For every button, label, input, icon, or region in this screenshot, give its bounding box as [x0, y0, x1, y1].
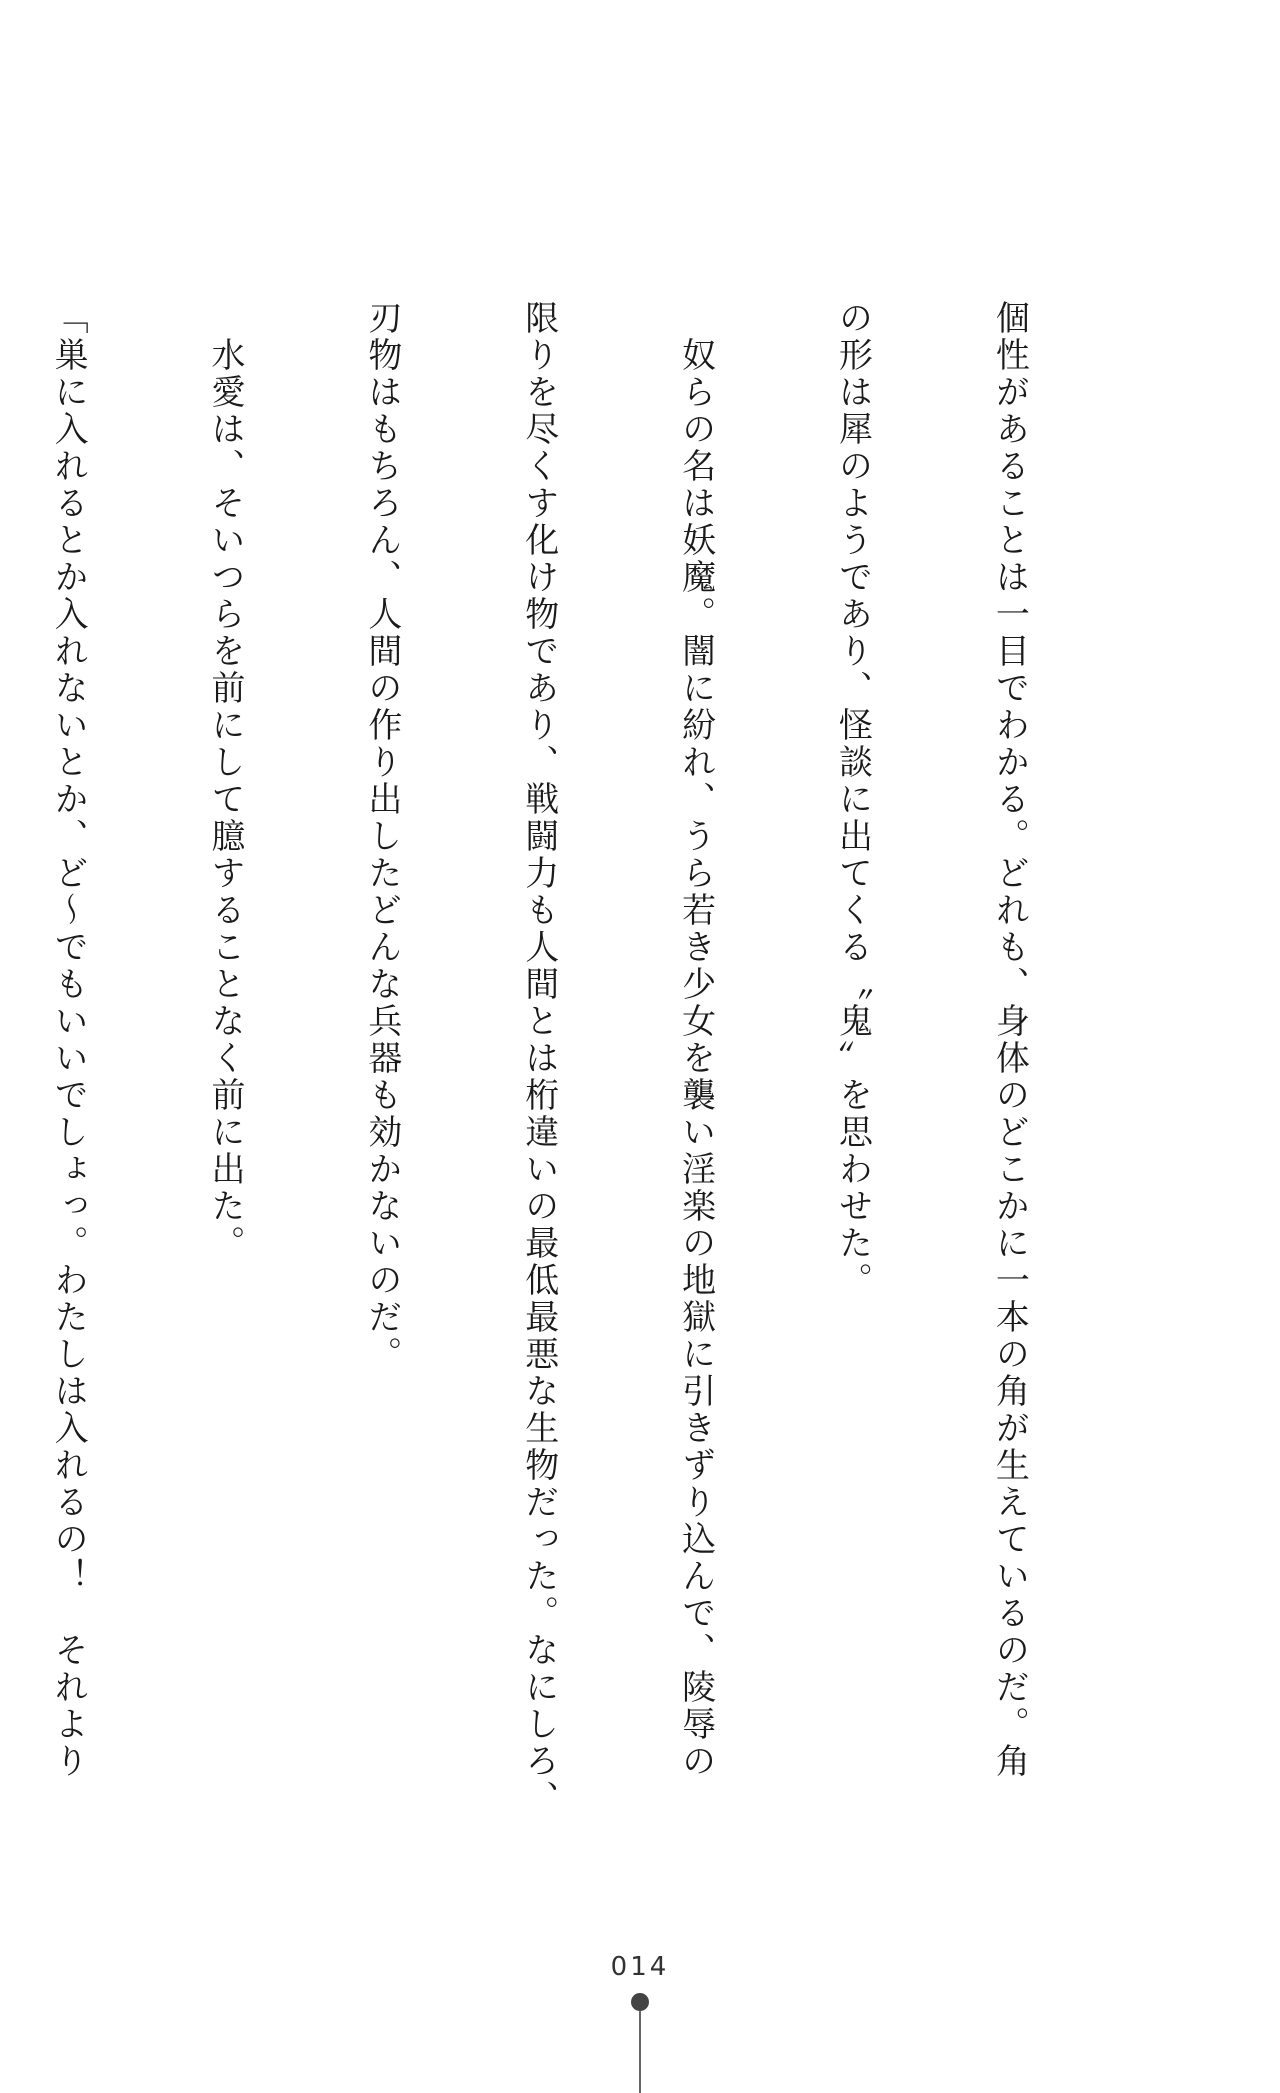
text-line: の形は犀のようであり、怪談に出てくる〝鬼〟を思わせた。 [832, 300, 873, 1299]
text-line: 「巣に入れるとか入れないとか、ど〜でもいいでしょっ。わたしは入れるの！ それより [48, 300, 89, 1780]
page-number: 014 [610, 1952, 670, 1982]
text-line: 奴らの名は妖魔。闇に紛れ、うら若き少女を襲い淫楽の地獄に引きずり込んで、陵辱の [675, 300, 716, 1780]
text-line: 限りを尽くす化け物であり、戦闘力も人間とは桁違いの最低最悪な生物だった。なにしろ、 [518, 300, 559, 1817]
text-line: 個性があることは一目でわかる。どれも、身体のどこかに一本の角が生えているのだ。角 [989, 300, 1030, 1780]
text-line: 水愛は、そいつらを前にして臆することなく前に出た。 [204, 300, 245, 1262]
page-marker-line [639, 2011, 641, 2093]
text-line: 刃物はもちろん、人間の作り出したどんな兵器も効かないのだ。 [361, 300, 402, 1373]
body-text [0, 300, 1140, 1817]
page-marker-dot [631, 1993, 649, 2011]
